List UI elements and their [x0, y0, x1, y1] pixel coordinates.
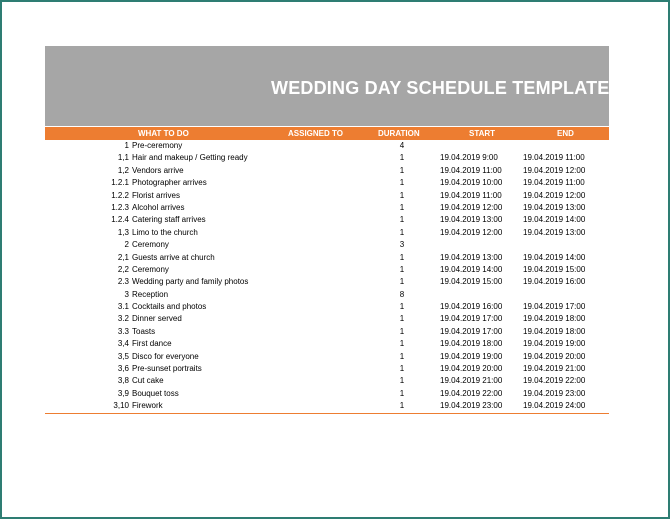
duration-cell: 1 [399, 351, 405, 361]
table-row [45, 165, 609, 177]
table-row [45, 363, 609, 375]
task-name: Photographer arrives [132, 178, 207, 188]
row-number: 2 [124, 240, 129, 250]
row-number: 1.2.2 [111, 190, 129, 200]
task-name: Wedding party and family photos [132, 277, 249, 287]
end-cell: 19.04.2019 11:00 [523, 153, 585, 163]
table-row [45, 177, 609, 189]
duration-cell: 1 [399, 277, 405, 287]
duration-cell: 1 [399, 178, 405, 188]
table-row [45, 289, 609, 301]
end-cell: 19.04.2019 13:00 [523, 227, 586, 237]
row-number: 3.1 [117, 302, 129, 312]
task-name: Disco for everyone [132, 351, 199, 361]
column-header-duration: DURATION [378, 129, 420, 138]
task-name: Cocktails and photos [132, 302, 207, 312]
duration-cell: 1 [399, 339, 405, 349]
row-number: 2,2 [117, 264, 129, 274]
end-cell: 19.04.2019 17:00 [523, 302, 586, 312]
end-cell: 19.04.2019 15:00 [523, 264, 586, 274]
column-header-start: START [469, 129, 496, 138]
end-cell: 19.04.2019 11:00 [523, 178, 585, 188]
start-cell: 19.04.2019 10:00 [440, 178, 503, 188]
row-number: 1,2 [117, 165, 129, 175]
column-header-assigned-to: ASSIGNED TO [288, 129, 343, 138]
start-cell: 19.04.2019 21:00 [440, 376, 503, 386]
end-cell: 19.04.2019 22:00 [523, 376, 586, 386]
task-name: Pre-ceremony [132, 141, 183, 150]
row-number: 3 [124, 289, 129, 299]
duration-cell: 1 [399, 202, 405, 212]
row-number: 1.2.1 [111, 178, 129, 188]
start-cell: 19.04.2019 15:00 [440, 277, 503, 287]
table-row [45, 326, 609, 338]
duration-cell: 1 [399, 326, 405, 336]
row-number: 3,4 [117, 339, 129, 349]
row-number: 2.3 [117, 277, 129, 287]
start-cell: 19.04.2019 11:00 [440, 190, 502, 200]
column-header-what-to-do: WHAT TO DO [138, 129, 189, 138]
row-number: 3,9 [117, 388, 129, 398]
duration-cell: 1 [399, 153, 405, 163]
end-cell: 19.04.2019 20:00 [523, 351, 586, 361]
table-row [45, 375, 609, 387]
start-cell: 19.04.2019 23:00 [440, 401, 503, 411]
task-name: Florist arrives [132, 190, 181, 200]
duration-cell: 3 [399, 240, 405, 250]
table-row [45, 152, 609, 164]
end-cell: 19.04.2019 16:00 [523, 277, 586, 287]
table-row [45, 252, 609, 264]
end-cell: 19.04.2019 14:00 [523, 252, 586, 262]
start-cell: 19.04.2019 12:00 [440, 227, 503, 237]
task-name: Limo to the church [132, 227, 198, 237]
duration-cell: 1 [399, 252, 405, 262]
row-number: 3,10 [113, 401, 129, 411]
row-number: 1.2.4 [111, 215, 129, 225]
task-name: First dance [132, 339, 172, 349]
start-cell: 19.04.2019 11:00 [440, 165, 502, 175]
row-number: 1 [124, 141, 129, 150]
task-name: Ceremony [132, 240, 169, 250]
start-cell: 19.04.2019 20:00 [440, 364, 503, 374]
duration-cell: 1 [399, 227, 405, 237]
start-cell: 19.04.2019 17:00 [440, 314, 503, 324]
column-header-end: END [557, 129, 574, 138]
table-row [45, 202, 609, 214]
duration-cell: 1 [399, 165, 405, 175]
end-cell: 19.04.2019 14:00 [523, 215, 586, 225]
table-row [45, 388, 609, 400]
duration-cell: 1 [399, 215, 405, 225]
start-cell: 19.04.2019 19:00 [440, 351, 503, 361]
end-cell: 19.04.2019 12:00 [523, 165, 586, 175]
start-cell: 19.04.2019 13:00 [440, 215, 503, 225]
duration-cell: 1 [399, 314, 405, 324]
table-row [45, 338, 609, 350]
row-number: 1.2.3 [111, 202, 129, 212]
task-name: Dinner served [132, 314, 182, 324]
start-cell: 19.04.2019 14:00 [440, 264, 503, 274]
table-row [45, 227, 609, 239]
schedule-sheet [45, 46, 609, 414]
start-cell: 19.04.2019 17:00 [440, 326, 503, 336]
table-row [45, 190, 609, 202]
end-cell: 19.04.2019 13:00 [523, 202, 586, 212]
duration-cell: 8 [399, 289, 405, 299]
end-cell: 19.04.2019 19:00 [523, 339, 586, 349]
end-cell: 19.04.2019 18:00 [523, 326, 586, 336]
end-cell: 19.04.2019 23:00 [523, 388, 586, 398]
task-name: Pre-sunset portraits [132, 364, 202, 374]
table-row [45, 351, 609, 363]
end-cell: 19.04.2019 24:00 [523, 401, 586, 411]
duration-cell: 1 [399, 376, 405, 386]
duration-cell: 1 [399, 364, 405, 374]
duration-cell: 1 [399, 388, 405, 398]
task-name: Firework [132, 401, 163, 411]
schedule-rows [45, 140, 609, 414]
row-number: 3.2 [117, 314, 129, 324]
duration-cell: 1 [399, 264, 405, 274]
table-row [45, 140, 609, 152]
table-row [45, 264, 609, 276]
task-name: Vendors arrive [132, 165, 184, 175]
column-header-row [45, 127, 609, 140]
table-row [45, 301, 609, 313]
row-number: 3,6 [117, 364, 129, 374]
task-name: Catering staff arrives [132, 215, 206, 225]
duration-cell: 1 [399, 302, 405, 312]
task-name: Ceremony [132, 264, 169, 274]
table-row [45, 239, 609, 251]
task-name: Toasts [132, 326, 156, 336]
duration-cell: 4 [399, 141, 405, 150]
task-name: Reception [132, 289, 169, 299]
table-row [45, 276, 609, 288]
start-cell: 19.04.2019 9:00 [440, 153, 498, 163]
start-cell: 19.04.2019 12:00 [440, 202, 503, 212]
end-cell: 19.04.2019 21:00 [523, 364, 586, 374]
start-cell: 19.04.2019 22:00 [440, 388, 503, 398]
row-number: 3,5 [117, 351, 129, 361]
title-banner [45, 46, 609, 126]
task-name: Hair and makeup / Getting ready [132, 153, 248, 163]
table-row [45, 313, 609, 325]
table-row [45, 400, 609, 412]
row-number: 1,3 [117, 227, 129, 237]
table-row [45, 214, 609, 226]
duration-cell: 1 [399, 190, 405, 200]
row-number: 3.3 [117, 326, 129, 336]
duration-cell: 1 [399, 401, 405, 411]
start-cell: 19.04.2019 18:00 [440, 339, 503, 349]
start-cell: 19.04.2019 16:00 [440, 302, 503, 312]
task-name: Guests arrive at church [132, 252, 215, 262]
task-name: Cut cake [132, 376, 164, 386]
row-number: 3,8 [117, 376, 129, 386]
task-name: Alcohol arrives [132, 202, 185, 212]
page-title: WEDDING DAY SCHEDULE TEMPLATE [271, 78, 610, 98]
end-cell: 19.04.2019 18:00 [523, 314, 586, 324]
start-cell: 19.04.2019 13:00 [440, 252, 503, 262]
row-number: 2,1 [117, 252, 129, 262]
task-name: Bouquet toss [132, 388, 179, 398]
end-cell: 19.04.2019 12:00 [523, 190, 586, 200]
row-number: 1,1 [117, 153, 129, 163]
